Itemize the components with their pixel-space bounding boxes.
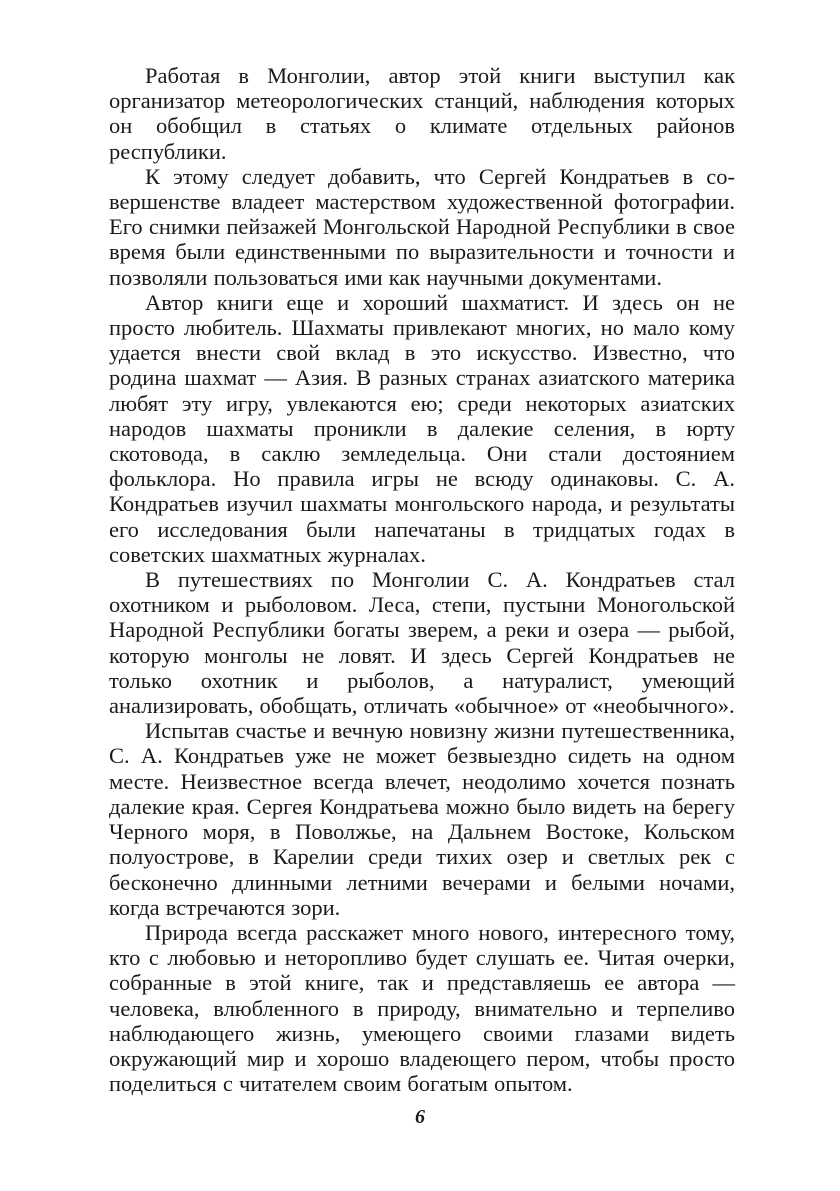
- page-body: [109, 63, 735, 1096]
- paragraph-chess: Автор книги еще и хороший шахматист. И здесь он не просто любитель. Шахматы привлекают многих, но мало кому удается внести свой вклад в это искусство. Известно, что родина шахмат — Азия. В разных странах азиатского материка любят эту игру, увлекаются ею; среди некоторых азиатских народов шахматы проникли в далекие селения, в юрту скотовода, в саклю земледельца. Они стали достоянием фольклора. Но правила игры не всюду одинаковы. С. А. Кондратьев изучил шахматы монгольского народа, и результаты его исследования были напечатаны в тридцатых годах в советских шахматных журналах.: [109, 289, 735, 567]
- paragraph-hunting-fishing: В путешествиях по Монголии С. А. Кондратьев стал охотником и рыболовом. Леса, степи, пустыни Моногольской Народной Республики богаты зверем, а реки и озера — рыбой, которую монголы не ловят. И здесь Сергей Кондратьев не только охотник и рыболов, а натуралист, умеющий анализировать, обобщать, отличать «обычное» от «необычного».: [109, 567, 735, 719]
- paragraph-meteorology: Работая в Монголии, автор этой книги выступил как организатор метеорологических станций, наблюдения которых он обобщил в статьях о климате отдельных районов республики.: [109, 63, 735, 164]
- paragraph-nature: Природа всегда расскажет много нового, интересного тому, кто с любовью и неторопливо будет слушать ее. Читая очерки, собранные в этой книге, так и представляешь ее автора — человека, влюбленного в природу, внимательно и терпеливо наблюдающего жизнь, умеющего своими глазами видеть окружающий мир и хорошо владеющего пером, чтобы просто поделиться с читателем своим богатым опытом.: [109, 919, 735, 1097]
- page-number: 6: [415, 1106, 425, 1128]
- paragraph-photography: К этому следует добавить, что Сергей Кондратьев в совершенстве владеет мастерством художественной фотографии. Его снимки пейзажей Монгольской Народной Республики в свое время были единственными по выразительности и точности и позволяли пользоваться ими как научными документами.: [109, 163, 735, 290]
- paragraph-travels: Испытав счастье и вечную новизну жизни путешественника, С. А. Кондратьев уже не может безвыездно сидеть на одном месте. Неизвестное всегда влечет, неодолимо хочется познать далекие края. Сергея Кондратьева можно было видеть на берегу Черного моря, в Поволжье, на Дальнем Востоке, Кольском полуострове, в Карелии среди тихих озер и светлых рек с бесконечно длинными летними вечерами и белыми ночами, когда встречаются зори.: [109, 718, 735, 920]
